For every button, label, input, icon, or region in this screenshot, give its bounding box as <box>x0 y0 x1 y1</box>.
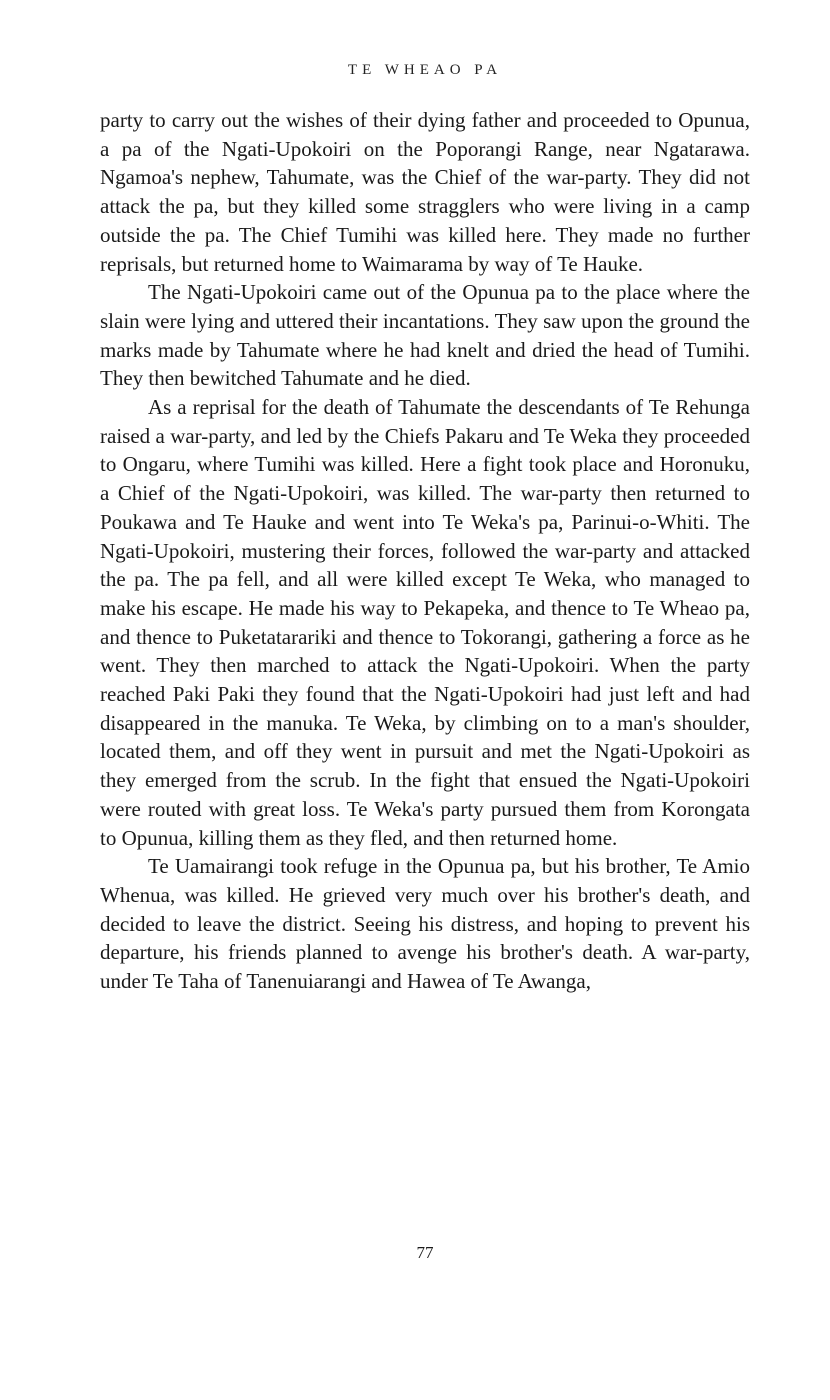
paragraph-1: party to carry out the wishes of their dying father and proceeded to Opunua, a pa of the Ngati-Upokoiri on the Poporangi Range, near Ngatarawa. Ngamoa's nephew, Tahumate, was the Chief of the war-party. They did not attack the pa, but they killed some stragglers who were living in a camp outside the pa. The Chief Tumihi was killed here. They made no further reprisals, but returned home to Waimarama by way of Te Hauke. <box>100 108 750 276</box>
paragraph-4: Te Uamairangi took refuge in the Opunua pa, but his brother, Te Amio Whenua, was killed. He grieved very much over his brother's death, and decided to leave the district. Seeing his distress, and hoping to prevent his departure, his friends planned to avenge his brother's death. A war-party, under Te Taha of Tanenuiarangi and Hawea of Te Awanga, <box>100 854 750 994</box>
running-head: TE WHEAO PA <box>347 62 503 78</box>
page-number: 77 <box>416 1243 434 1262</box>
paragraph-2: The Ngati-Upokoiri came out of the Opunua pa to the place where the slain were lying and uttered their incantations. They saw upon the ground the marks made by Tahumate where he had knelt and dried the head of Tumihi. They then bewitched Tahumate and he died. <box>100 280 750 391</box>
paragraph-3: As a reprisal for the death of Tahumate the descendants of Te Rehunga raised a war-party, and led by the Chiefs Pakaru and Te Weka they proceeded to Ongaru, where Tumihi was killed. Here a fight took place and Horonuku, a Chief of the Ngati-Upokoiri, was killed. The war-party then returned to Poukawa and Te Hauke and went into Te Weka's pa, Parinui-o-Whiti. The Ngati-Upokoiri, mustering their forces, followed the war-party and attacked the pa. The pa fell, and all were killed except Te Weka, who managed to make his escape. He made his way to Pekapeka, and thence to Te Wheao pa, and thence to Puketatarariki and thence to Tokorangi, gathering a force as he went. They then marched to attack the Ngati-Upokoiri. When the party reached Paki Paki they found that the Ngati-Upokoiri had just left and had disappeared in the manuka. Te Weka, by climbing on to a man's shoulder, located them, and off they went in pursuit and met the Ngati-Upokoiri as they emerged from the scrub. In the fight that ensued the Ngati-Upokoiri were routed with great loss. Te Weka's party pursued them from Korongata to Opunua, killing them as they fled, and then returned home. <box>100 395 750 850</box>
body-text <box>100 106 750 996</box>
book-page <box>100 0 750 1400</box>
